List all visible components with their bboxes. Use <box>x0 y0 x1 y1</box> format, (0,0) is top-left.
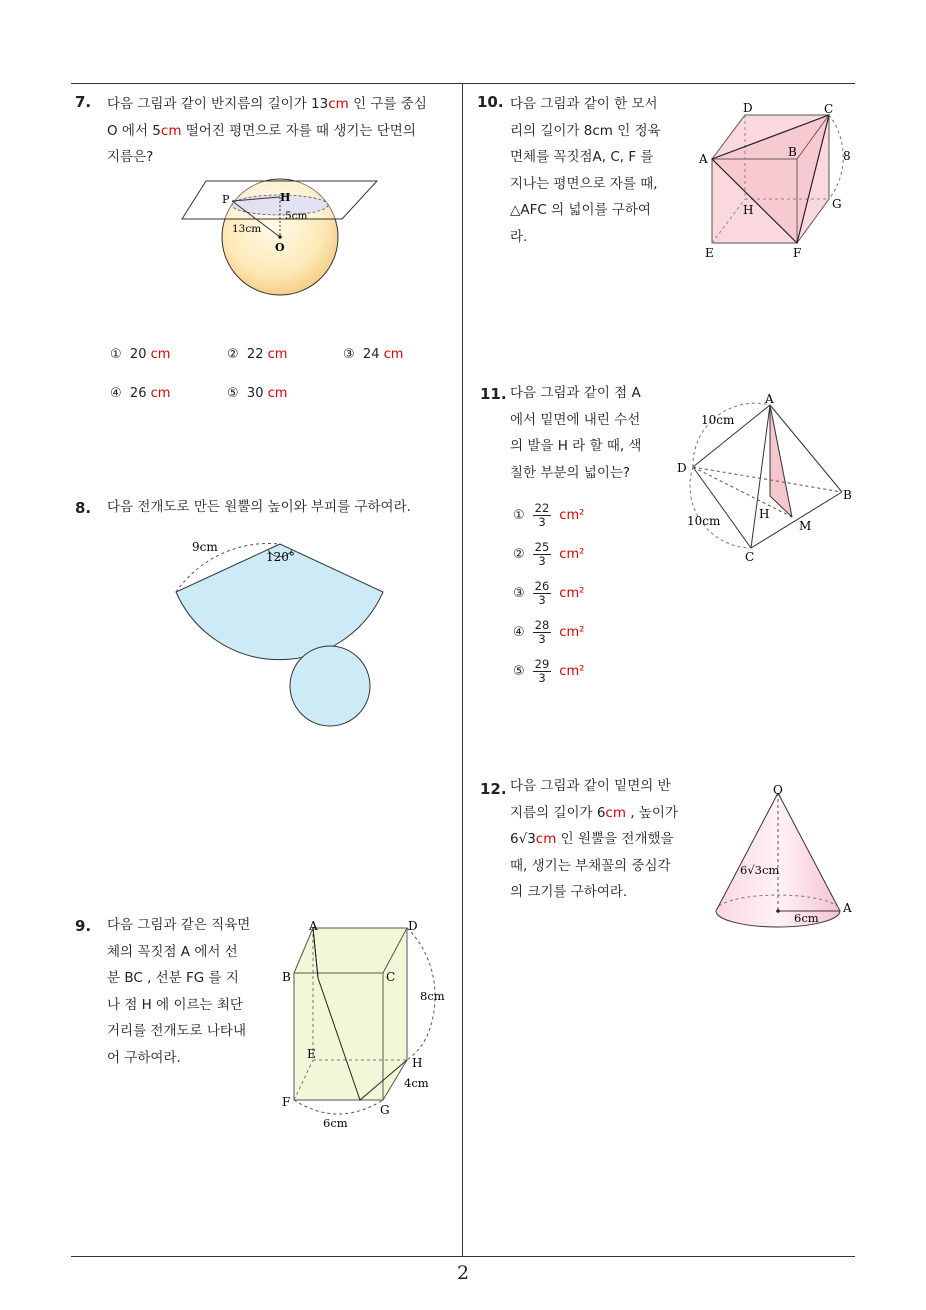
q11-option-4[interactable]: ④ $\frac{28}{3}$ cm² <box>513 618 585 646</box>
q10-cube-figure <box>695 98 865 263</box>
q7-number: 7. <box>75 93 92 111</box>
label-b: B <box>282 970 291 984</box>
q10-number: 10. <box>477 93 504 111</box>
q9-number: 9. <box>75 917 92 935</box>
label-c: C <box>824 102 834 116</box>
q7-option-4[interactable]: ④ 26 cm <box>110 386 171 401</box>
q11-option-1[interactable]: ① $\frac{22}{3}$ cm² <box>513 501 585 529</box>
label-distance: 5cm <box>285 210 308 222</box>
q11-option-5[interactable]: ⑤ $\frac{29}{3}$ cm² <box>513 657 585 685</box>
q10-text: 다음 그림과 같이 한 모서 리의 길이가 8cm 인 정육 면체를 꼭짓점A, C, F 를 지나는 평면으로 자를 때, △AFC 의 넓이를 구하여 라. <box>510 96 661 245</box>
label-edge-2: 10cm <box>687 514 721 528</box>
label-h: H <box>759 507 770 521</box>
label-slant: 9cm <box>192 540 218 554</box>
label-a: A <box>765 392 774 406</box>
q9-cuboid-figure <box>280 918 455 1133</box>
q8-text: 다음 전개도로 만든 원뿔의 높이와 부피를 구하여라. <box>107 499 411 515</box>
label-c: C <box>745 550 755 564</box>
label-h: H <box>280 191 291 204</box>
q8-net-figure <box>170 530 390 730</box>
bottom-rule <box>71 1256 855 1257</box>
label-radius: 6cm <box>794 911 819 925</box>
top-rule <box>71 83 855 84</box>
label-e: E <box>705 246 714 260</box>
q11-option-2[interactable]: ② $\frac{25}{3}$ cm² <box>513 540 585 568</box>
label-edge-1: 10cm <box>701 413 735 427</box>
q8-number: 8. <box>75 499 92 517</box>
label-radius: 13cm <box>232 223 262 235</box>
q11-text: 다음 그림과 같이 점 A 에서 밑면에 내린 수선 의 발을 H 라 할 때, 색 칠한 부분의 넓이는? <box>510 385 642 481</box>
q12-cone-figure <box>710 780 860 945</box>
q7-text: 다음 그림과 같이 반지름의 길이가 13cm 인 구를 중심 O 에서 5cm 떨어진 평면으로 자를 때 생기는 단면의 지름은? <box>107 96 427 165</box>
label-a: A <box>699 152 708 166</box>
q7-sphere-figure <box>170 175 390 300</box>
label-g: G <box>380 1103 390 1117</box>
q7-option-3[interactable]: ③ 24 cm <box>343 347 404 362</box>
label-width: 6cm <box>323 1116 348 1130</box>
label-b: B <box>843 488 852 502</box>
page-number: 2 <box>456 1262 470 1284</box>
label-m: M <box>799 519 812 533</box>
q7-option-1[interactable]: ① 20 cm <box>110 347 171 362</box>
label-angle: 120° <box>266 550 295 564</box>
label-c: C <box>386 970 396 984</box>
label-depth: 4cm <box>404 1076 429 1090</box>
q11-option-3[interactable]: ③ $\frac{26}{3}$ cm² <box>513 579 585 607</box>
base-circle <box>290 646 370 726</box>
column-divider <box>462 83 463 1257</box>
q7-option-5[interactable]: ⑤ 30 cm <box>227 386 288 401</box>
q12-text: 다음 그림과 같이 밑면의 반 지름의 길이가 6cm , 높이가 6√3cm 인 원뿔을 전개했을 때, 생기는 부채꼴의 중심각 의 크기를 구하여라. <box>510 778 678 900</box>
label-b: B <box>788 145 797 159</box>
label-a: A <box>309 919 318 933</box>
label-h: H <box>743 203 754 217</box>
q12-number: 12. <box>480 780 507 798</box>
q11-number: 11. <box>480 385 507 403</box>
label-o: O <box>773 783 783 797</box>
label-g: G <box>832 197 842 211</box>
label-height: 6√3cm <box>740 863 780 877</box>
label-a: A <box>843 901 852 915</box>
label-h: H <box>412 1056 423 1070</box>
label-edge: 8 <box>843 149 851 163</box>
label-height: 8cm <box>420 989 445 1003</box>
label-e: E <box>307 1047 316 1061</box>
label-d: D <box>743 101 753 115</box>
label-p: P <box>222 193 230 206</box>
label-f: F <box>282 1095 291 1109</box>
label-d: D <box>677 461 687 475</box>
q11-tetrahedron-figure <box>675 390 855 565</box>
q9-text: 다음 그림과 같은 직육면 체의 꼭짓점 A 에서 선 분 BC , 선분 FG 를 지 나 점 H 에 이르는 최단 거리를 전개도로 나타내 어 구하여라. <box>107 917 251 1066</box>
label-o: O <box>275 241 285 254</box>
q7-option-2[interactable]: ② 22 cm <box>227 347 288 362</box>
label-f: F <box>793 246 802 260</box>
label-d: D <box>408 919 418 933</box>
